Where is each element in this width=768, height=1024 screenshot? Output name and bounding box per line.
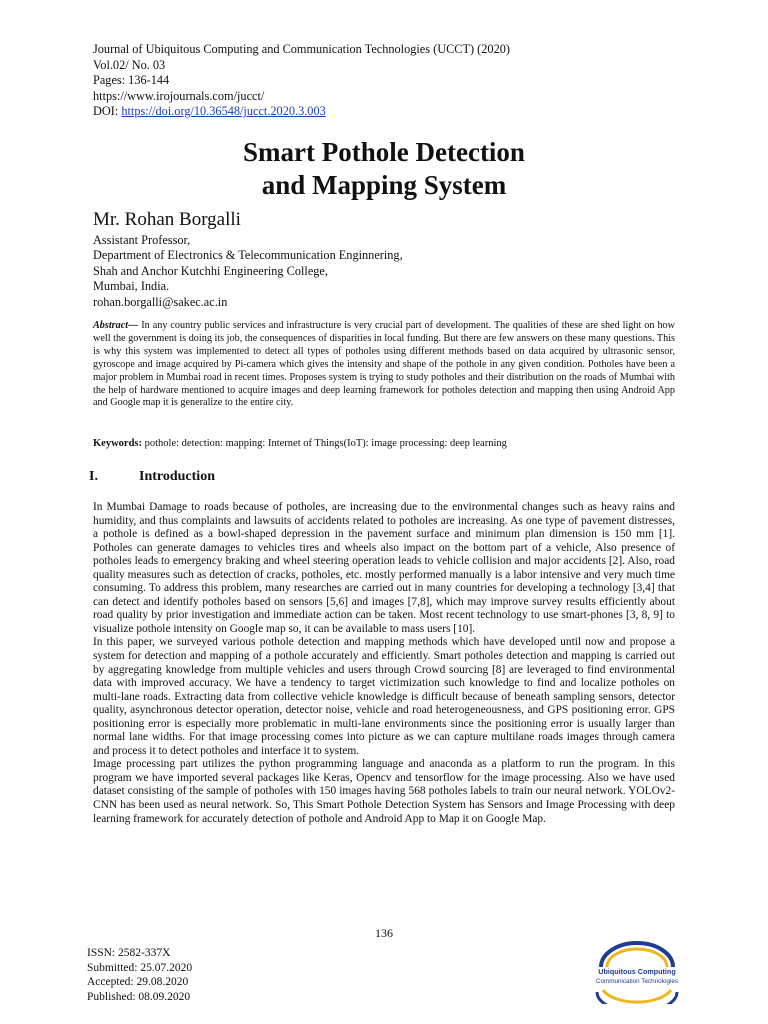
journal-volume: Vol.02/ No. 03 (93, 57, 166, 72)
doi-line (93, 104, 510, 120)
author-college: Shah and Anchor Kutchhi Engineering College, (93, 263, 328, 278)
author-affiliation (93, 233, 403, 310)
issn: ISSN: 2582-337X (87, 947, 171, 959)
section-title: Introduction (139, 469, 215, 484)
journal-pages: Pages: 136-144 (93, 73, 170, 88)
title-line-1: Smart Pothole Detection (243, 137, 525, 167)
keywords-text: pothole: detection: mapping: Internet of Things(IoT): image processing: deep learning (142, 438, 507, 449)
section-number: I. (89, 469, 98, 484)
publication-info (87, 946, 192, 1004)
doi-label: DOI: (93, 104, 119, 119)
author-city: Mumbai, India. (93, 279, 170, 294)
logo-text-2: Communication Technologies (595, 978, 679, 985)
author-email: rohan.borgalli@sakec.ac.in (93, 294, 228, 309)
title-line-2: and Mapping System (261, 170, 507, 200)
accepted-date: Accepted: 29.08.2020 (87, 976, 189, 989)
journal-header (93, 42, 510, 120)
abstract-label: Abstract— (93, 320, 139, 331)
paragraph-1: In Mumbai Damage to roads because of potholes, are increasing due to the environmental changes such as heavy rains and humidity, and thus complaints and lawsuits of accidents related to potholes are increasing. As one type of pavement distresses, a pothole is defined as a bowl-shaped depression in the pavement surface and minimum plan dimension is 150 mm [1]. Potholes can generate damages to vehicles tires and wheels also impact on the bottom part of a vehicle, Also presence of potholes leads to emergency braking and wheel steering operation leads to vehicle collision and major accidents [2]. Also, road quality measures such as detection of cracks, potholes, etc. mostly performed manually is a labor intensive and very much time consuming. To address this problem, many researches are carried out in many countries for developing a technology [3,4] that can detect and identify potholes based on sensors [5,6] and images [7,8], which may improve survey results efficiently about road quality by prior investigation and immediate action can be taken. Most recent technology to use smart-phones [3, 8, 9] to visualize pothole intensity on Google map so, it can be available to mass users [10]. (93, 501, 675, 635)
keywords (93, 437, 693, 450)
paper-title (0, 136, 768, 202)
author-department: Department of Electronics & Telecommunication Enginnering, (93, 248, 403, 263)
author-position: Assistant Professor, (93, 233, 191, 247)
submitted-date: Submitted: 25.07.2020 (87, 961, 193, 974)
abstract (93, 320, 675, 410)
abstract-text: In any country public services and infrastructure is very crucial part of development. The qualities of these are shed light on how well the government is doing its job, the consequences of disparities in local funding. But there are few answers on these many questions. This is why this system was implemented to detect all types of potholes using different methods based on data acquired by ultrasonic sensor, gyroscope and image acquired by Pi-camera which gives the intensity and shape of the pothole in any given condition. Potholes have been a major problem in Mumbai road in recent times. Proposes system is trying to study potholes and their distribution on the roads of Mumbai with the help of hardware mentioned to acquire images and deep learning framework for potholes detection and mapping then using Android App and Google map it is generalize to the entire city. (93, 320, 675, 409)
published-date: Published: 08.09.2020 (87, 990, 191, 1003)
journal-logo (583, 940, 691, 1004)
section-heading (89, 468, 215, 486)
journal-name: Journal of Ubiquitous Computing and Communication Technologies (UCCT) (2020) (93, 42, 510, 56)
doi-link[interactable]: https://doi.org/10.36548/jucct.2020.3.003 (121, 104, 326, 119)
journal-url: https://www.irojournals.com/jucct/ (93, 88, 265, 103)
body-text (93, 501, 675, 826)
keywords-label: Keywords: (93, 438, 142, 449)
logo-text-1: Ubiquitous Computing (598, 967, 676, 976)
page-number: 136 (375, 926, 393, 940)
paragraph-2: In this paper, we surveyed various pothole detection and mapping methods which have developed until now and propose a system for detection and mapping of a pothole accurately and efficiently. Smart potholes detection and mapping is carried out by aggregating knowledge from multiple vehicles and users through Crowd sourcing [8] are leveraged to find environmental data with improved accuracy. We have a tendency to target victimization such knowledge to find and localize potholes on multi-lane roads. Extracting data from collective vehicle knowledge is difficult because of beneath sampling sensors, detector quality, asynchronous detector operation, detector noise, vehicle and road heterogeneousness, and GPS positioning error. GPS positioning error is especially more problematic in multi-lane environments since the positioning error is usually larger than normal lane widths. For that image processing comes into picture as we can capture multilane roads images through camera and process it to detect potholes and interface it to system. (93, 636, 675, 757)
paragraph-3: Image processing part utilizes the python programming language and anaconda as a platform to run the program. In this program we have imported several packages like Keras, Opencv and tensorflow for the image processing. Also we have used dataset consisting of the sample of potholes with 150 images having 568 potholes labels to train our neural network. YOLOv2-CNN has been used as neural network. So, This Smart Pothole Detection System has Sensors and Image Processing with deep learning framework for accurately detection of pothole and Android App to Map it on Google Map. (93, 758, 675, 825)
author-name: Mr. Rohan Borgalli (93, 209, 241, 230)
